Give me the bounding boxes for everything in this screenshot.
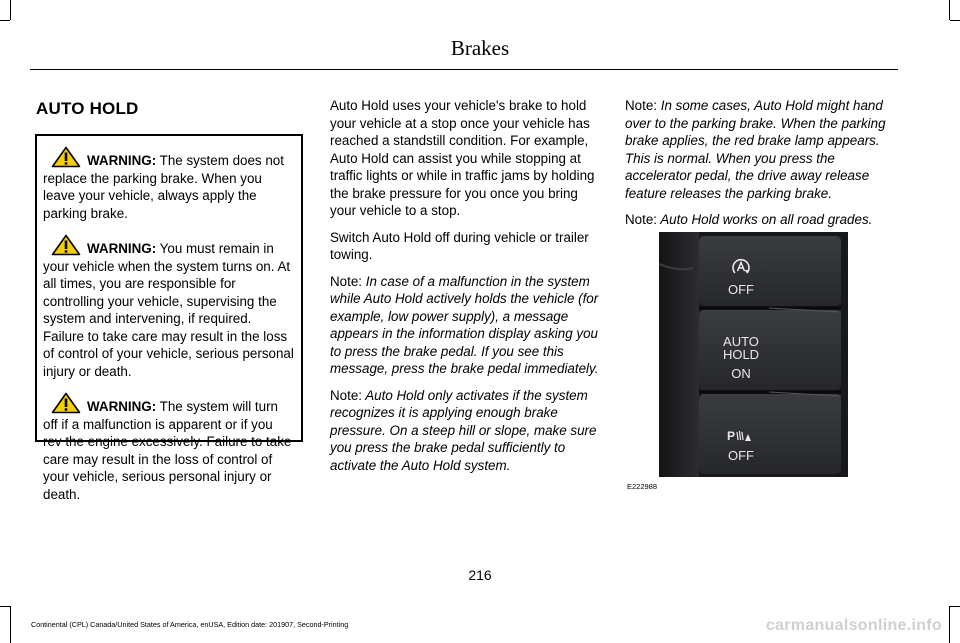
auto-hold-a-icon (730, 256, 752, 278)
crop-mark (950, 606, 960, 607)
crop-mark (949, 606, 950, 643)
crop-mark (10, 0, 11, 20)
note-label: Note: (330, 273, 363, 289)
svg-text:P: P (727, 429, 736, 443)
note (625, 211, 899, 229)
paragraph: Switch Auto Hold off during vehicle or trailer towing. (330, 229, 589, 262)
page-number: 216 (468, 567, 492, 583)
note-text: Auto Hold works on all road grades. (657, 212, 873, 227)
paragraph: Auto Hold uses your vehicle's brake to hold your vehicle at a stop once your vehicle has reached a standstill condition. For example, Auto Hold can assist you while stopping at traffic lights or while in traffic jams by holding the brake pressure for you once you bring your vehicle to a stop. (330, 98, 595, 218)
switch-label: OFF (728, 448, 754, 463)
note-label: Note: (330, 387, 363, 403)
crop-mark (950, 20, 960, 21)
note (330, 273, 602, 378)
note-label: Note: (625, 212, 658, 227)
switch-label: ON (731, 366, 751, 381)
chapter-title: Brakes (450, 36, 510, 60)
warning-item (43, 146, 295, 222)
warning-text: The system will turn off if a malfunction is apparent or if you rev the engine excessively. Failure to take care may result in the loss of control of your vehicle, serious personal injury or death. (43, 399, 292, 502)
note-text: In case of a malfunction in the system while Auto Hold actively holds the vehicle (for example, low power supply), a message appears in the information display asking you to press the brake pedal. If you see this message, press the brake pedal immediately. (330, 273, 599, 376)
crop-mark (949, 0, 950, 20)
warning-item (43, 392, 295, 503)
crop-mark (0, 20, 10, 21)
warning-triangle-icon (51, 392, 81, 414)
warning-item (43, 234, 295, 380)
warning-text: You must remain in your vehicle when the system turns on. At all times, you are responsible for controlling your vehicle, supervising the system and intervening, if required. Failure to take care may result in the loss of control of your vehicle, serious personal injury or death. (43, 241, 294, 379)
warning-text: The system does not replace the parking brake. When you leave your vehicle, always apply the parking brake. (43, 153, 284, 221)
middle-column (330, 97, 602, 483)
warning-label: WARNING: (87, 399, 157, 414)
warning-label: WARNING: (87, 241, 157, 256)
note (625, 97, 899, 202)
header-rule (30, 69, 898, 70)
warning-box (35, 134, 303, 502)
crop-mark (0, 606, 10, 607)
warning-triangle-icon (51, 146, 81, 168)
edition-footer: Continental (CPL) Canada/United States of America, enUSA, Edition date: 201907, Second-Printing (31, 620, 349, 629)
switch-label: OFF (728, 282, 754, 297)
note-text: Auto Hold only activates if the system recognizes it is applying enough brake pressure. On a steep hill or slope, make sure you press the brake pedal sufficiently to activate the Auto Hold system. (330, 387, 597, 473)
park-assist-icon (727, 428, 753, 444)
warning-label: WARNING: (87, 153, 157, 168)
note-text: In some cases, Auto Hold might hand over to the parking brake. When the parking brake applies, the red brake lamp appears. This is normal. When you press the accelerator pedal, the drive away release feature releases the parking brake. (625, 98, 886, 201)
auto-hold-switch-photo (659, 232, 848, 477)
note (330, 387, 602, 475)
note-label: Note: (625, 98, 658, 113)
figure-code: E222988 (627, 482, 658, 491)
watermark: carmanualsonline.info (765, 617, 942, 634)
switch-label: AUTO (723, 334, 759, 349)
crop-mark (10, 606, 11, 643)
right-column (625, 97, 899, 238)
section-heading: AUTO HOLD (36, 99, 139, 118)
switch-label: HOLD (722, 347, 760, 362)
warning-triangle-icon (51, 234, 81, 256)
